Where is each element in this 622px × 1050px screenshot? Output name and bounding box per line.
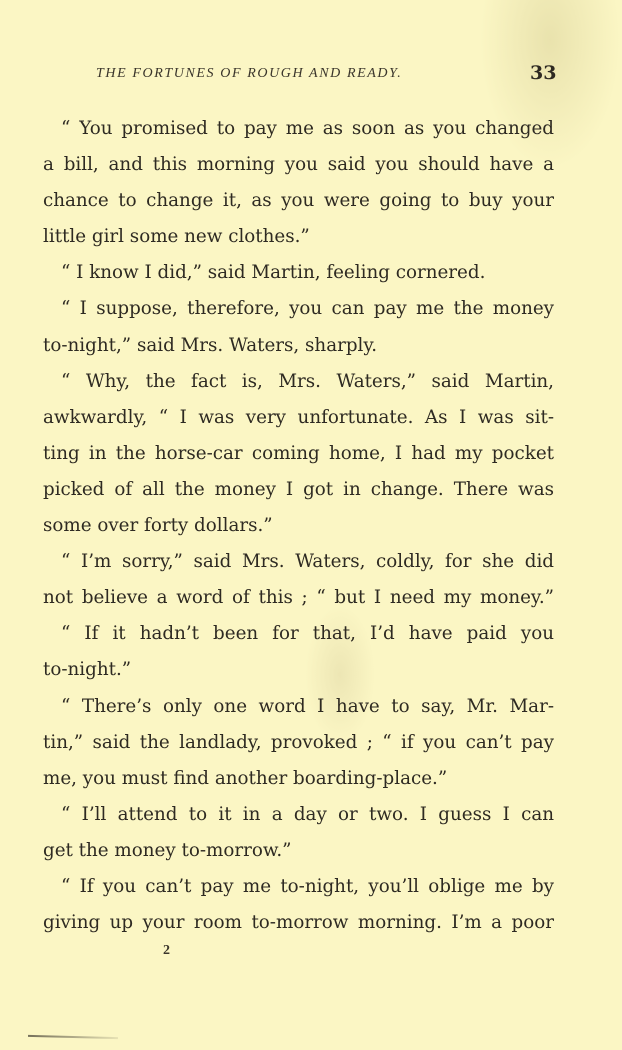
text-line: “ I’ll attend to it in a day or two. I guess I can [61, 803, 554, 825]
text-line: get the money to-morrow.” [43, 839, 292, 861]
text-line: little girl some new clothes.” [43, 226, 310, 248]
text-line: chance to change it, as you were going to buy your [43, 190, 554, 212]
signature-mark: 2 [163, 943, 170, 958]
text-line: giving up your room to-morrow morning. I’m a poor [43, 912, 554, 934]
text-line: “ I know I did,” said Martin, feeling cornered. [61, 262, 486, 284]
text-line: “ Why, the fact is, Mrs. Waters,” said Martin, [61, 370, 554, 392]
running-head: THE FORTUNES OF ROUGH AND READY. [96, 66, 403, 81]
text-line: me, you must find another boarding-place.” [43, 767, 448, 789]
text-line: “ If you can’t pay me to-night, you’ll oblige me by [61, 875, 554, 897]
page-number: 33 [530, 62, 557, 84]
text-line: “ I suppose, therefore, you can pay me the money [61, 298, 554, 320]
text-line: ting in the horse-car coming home, I had my pocket [43, 442, 554, 464]
text-line: “ You promised to pay me as soon as you changed [61, 118, 554, 139]
text-line: tin,” said the landlady, provoked ; “ if you can’t pay [43, 731, 554, 753]
text-line: to-night.” [43, 659, 132, 681]
text-line: some over forty dollars.” [43, 515, 273, 537]
text-line: “ There’s only one word I have to say, Mr. Mar- [61, 695, 554, 717]
text-line: “ If it hadn’t been for that, I’d have paid you [61, 623, 554, 645]
body-text [43, 111, 554, 941]
text-line: a bill, and this morning you said you should have a [43, 154, 554, 176]
text-line: picked of all the money I got in change. There was [43, 478, 554, 500]
text-line: not believe a word of this ; “ but I need my money.” [43, 587, 554, 609]
page-edge-mark [28, 1035, 118, 1039]
text-line: “ I’m sorry,” said Mrs. Waters, coldly, for she did [61, 551, 554, 573]
text-line: awkwardly, “ I was very unfortunate. As I was sit- [43, 406, 554, 428]
text-line: to-night,” said Mrs. Waters, sharply. [43, 334, 378, 356]
